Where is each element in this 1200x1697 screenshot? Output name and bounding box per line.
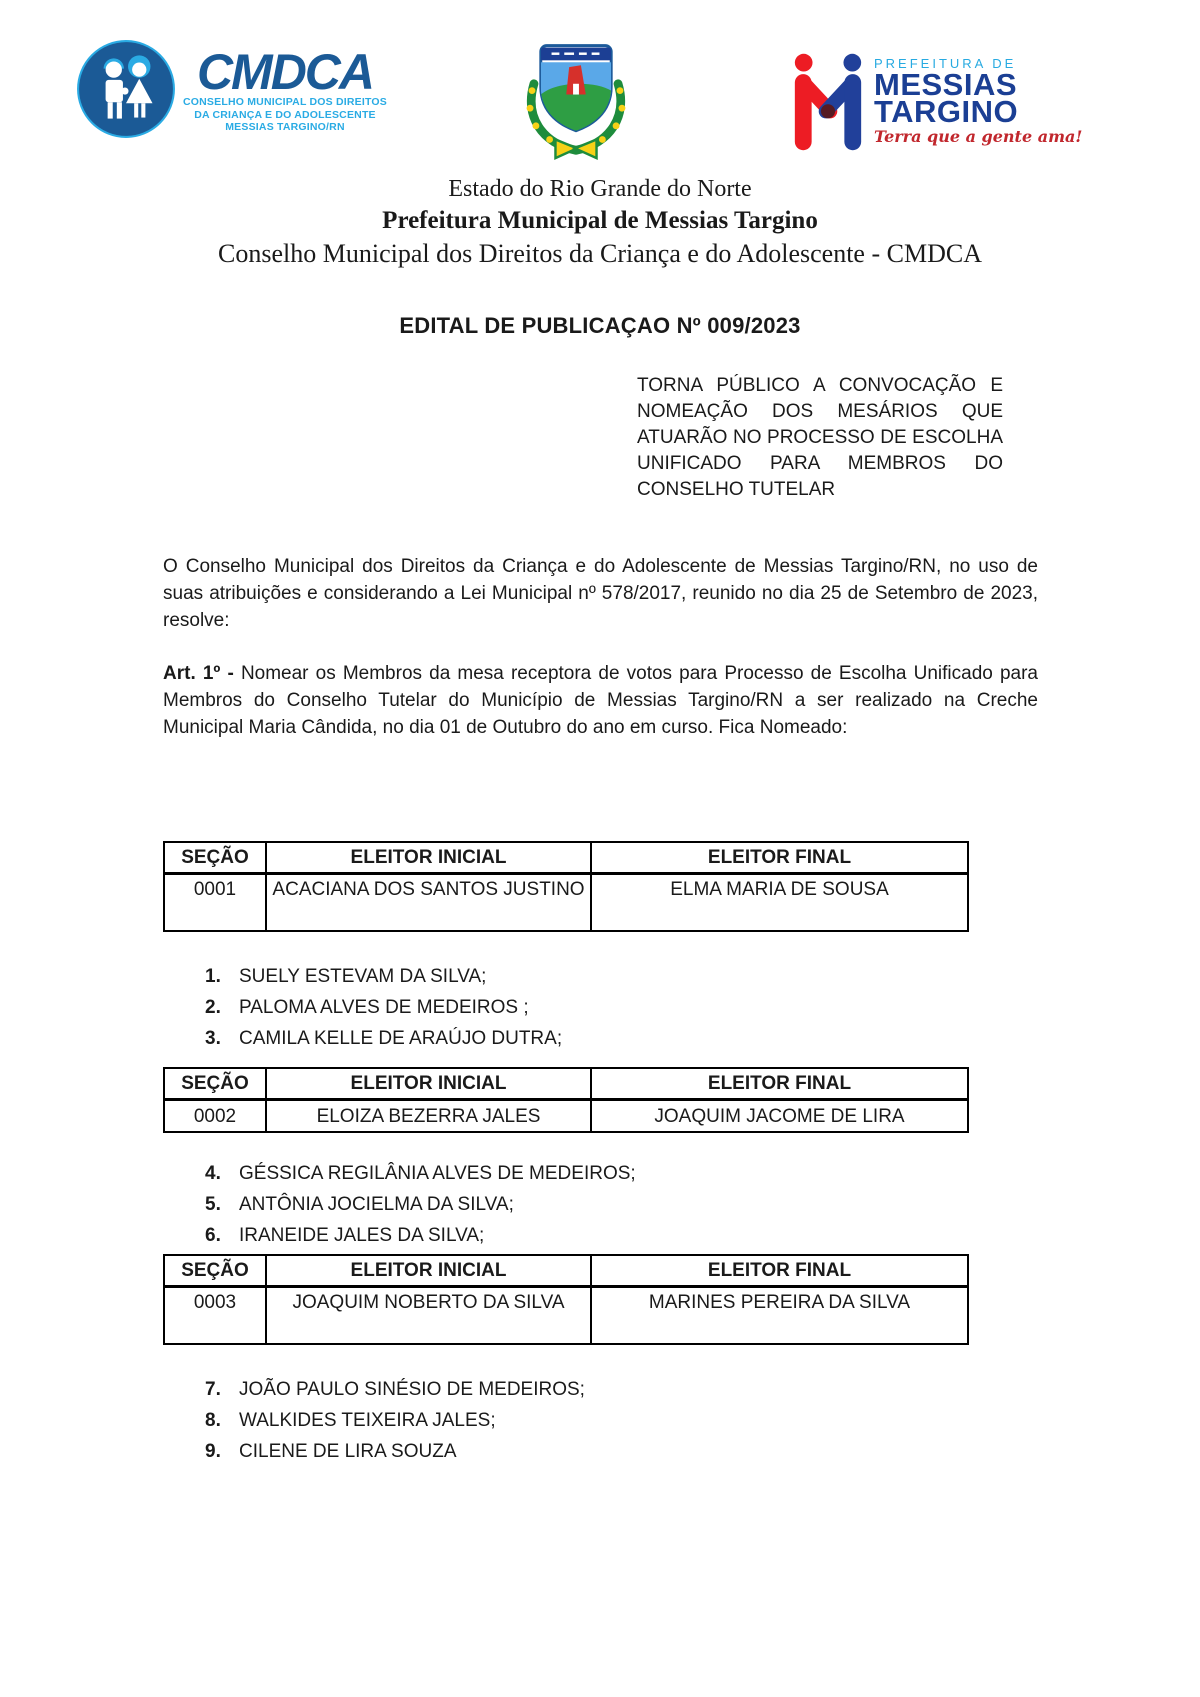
table-header-row bbox=[164, 842, 968, 874]
header-eleitor-final: ELEITOR FINAL bbox=[591, 842, 968, 874]
list-item bbox=[205, 964, 1200, 989]
cell-secao: 0002 bbox=[164, 1100, 266, 1133]
list-item bbox=[205, 1026, 1200, 1051]
handshake-m-icon bbox=[786, 46, 870, 158]
list-item-number: 8. bbox=[205, 1410, 221, 1431]
list-item-name: GÉSSICA REGILÂNIA ALVES DE MEDEIROS; bbox=[239, 1163, 636, 1184]
cmdca-sub-line1: CONSELHO MUNICIPAL DOS DIREITOS bbox=[183, 96, 387, 108]
state-line: Estado do Rio Grande do Norte bbox=[448, 176, 752, 202]
article-1-label: Art. 1º - bbox=[163, 663, 234, 684]
header-secao: SEÇÃO bbox=[164, 842, 266, 874]
cell-eleitor-final: JOAQUIM JACOME DE LIRA bbox=[591, 1100, 968, 1133]
list-item-number: 2. bbox=[205, 997, 221, 1018]
list-item-number: 3. bbox=[205, 1028, 221, 1049]
logo-row bbox=[0, 30, 1200, 170]
mesarios-list-2 bbox=[205, 1161, 1200, 1248]
list-item-name: CILENE DE LIRA SOUZA bbox=[239, 1441, 457, 1462]
table-header-row bbox=[164, 1255, 968, 1287]
cell-secao: 0003 bbox=[164, 1287, 266, 1345]
cell-secao: 0001 bbox=[164, 874, 266, 932]
mesarios-list-3 bbox=[205, 1377, 1200, 1464]
article-1-text: Nomear os Membros da mesa receptora de votos para Processo de Escolha Unificado para Membros do Conselho Tutelar do Município de Messias Targino/RN a ser realizado na Creche Municipal Maria Cândida, no dia 01 de Outubro do ano em curso. Fica Nomeado: bbox=[163, 663, 1038, 738]
list-item-number: 7. bbox=[205, 1379, 221, 1400]
section-table-0002 bbox=[163, 1067, 969, 1133]
cmdca-sub-line3: MESSIAS TARGINO/RN bbox=[225, 121, 345, 133]
list-item-number: 9. bbox=[205, 1441, 221, 1462]
section-table-0001 bbox=[163, 841, 969, 932]
cell-eleitor-inicial: ACACIANA DOS SANTOS JUSTINO bbox=[266, 874, 591, 932]
municipality-line: Prefeitura Municipal de Messias Targino bbox=[382, 207, 818, 234]
prefeitura-logo-text bbox=[874, 56, 1082, 147]
header-eleitor-inicial: ELEITOR INICIAL bbox=[266, 1255, 591, 1287]
prefeitura-logo bbox=[786, 46, 1082, 158]
prefeitura-name-line2: TARGINO bbox=[874, 94, 1019, 129]
header-eleitor-inicial: ELEITOR INICIAL bbox=[266, 842, 591, 874]
cell-eleitor-inicial: JOAQUIM NOBERTO DA SILVA bbox=[266, 1287, 591, 1345]
header-eleitor-final: ELEITOR FINAL bbox=[591, 1255, 968, 1287]
list-item-name: SUELY ESTEVAM DA SILVA; bbox=[239, 966, 487, 987]
header-secao: SEÇÃO bbox=[164, 1255, 266, 1287]
table-row bbox=[164, 1100, 968, 1133]
prefeitura-name-line1: MESSIAS bbox=[874, 67, 1018, 102]
article-1-paragraph bbox=[163, 660, 1038, 741]
table-row bbox=[164, 874, 968, 932]
list-item bbox=[205, 995, 1200, 1020]
list-item-name: ANTÔNIA JOCIELMA DA SILVA; bbox=[239, 1194, 514, 1215]
header-secao: SEÇÃO bbox=[164, 1068, 266, 1100]
cell-eleitor-final: ELMA MARIA DE SOUSA bbox=[591, 874, 968, 932]
table-row bbox=[164, 1287, 968, 1345]
cmdca-acronym: CMDCA bbox=[196, 44, 374, 100]
prefeitura-top-label: PREFEITURA DE bbox=[874, 56, 1017, 71]
edital-title: EDITAL DE PUBLICAÇAO Nº 009/2023 bbox=[399, 313, 801, 338]
table-header-row bbox=[164, 1068, 968, 1100]
list-item bbox=[205, 1377, 1200, 1402]
list-item bbox=[205, 1439, 1200, 1464]
list-item-number: 4. bbox=[205, 1163, 221, 1184]
header-eleitor-inicial: ELEITOR INICIAL bbox=[266, 1068, 591, 1100]
list-item bbox=[205, 1408, 1200, 1433]
list-item-name: JOÃO PAULO SINÉSIO DE MEDEIROS; bbox=[239, 1379, 585, 1400]
prefeitura-tagline: Terra que a gente ama! bbox=[874, 127, 1083, 146]
section-table-0003 bbox=[163, 1254, 969, 1345]
header-eleitor-final: ELEITOR FINAL bbox=[591, 1068, 968, 1100]
cell-eleitor-final: MARINES PEREIRA DA SILVA bbox=[591, 1287, 968, 1345]
list-item-name: IRANEIDE JALES DA SILVA; bbox=[239, 1225, 485, 1246]
list-item-name: WALKIDES TEIXEIRA JALES; bbox=[239, 1410, 496, 1431]
list-item-number: 1. bbox=[205, 966, 221, 987]
list-item-name: CAMILA KELLE DE ARAÚJO DUTRA; bbox=[239, 1028, 563, 1049]
list-item-number: 5. bbox=[205, 1194, 221, 1215]
cmdca-logo-text bbox=[183, 44, 387, 134]
cell-eleitor-inicial: ELOIZA BEZERRA JALES bbox=[266, 1100, 591, 1133]
preamble-block: TORNA PÚBLICO A CONVOCAÇÃO E NOMEAÇÃO DOS MESÁRIOS QUE ATUARÃO NO PROCESSO DE ESCOLHA UNIFICADO PARA MEMBROS DO CONSELHO TUTELAR bbox=[637, 375, 1003, 500]
list-item-name: PALOMA ALVES DE MEDEIROS ; bbox=[239, 997, 529, 1018]
list-item-number: 6. bbox=[205, 1225, 221, 1246]
council-line: Conselho Municipal dos Direitos da Criança e do Adolescente - CMDCA bbox=[218, 239, 982, 268]
children-icon bbox=[75, 38, 177, 140]
cmdca-sub-line2: DA CRIANÇA E DO ADOLESCENTE bbox=[194, 108, 376, 121]
mesarios-list-1 bbox=[205, 964, 1200, 1051]
list-item bbox=[205, 1223, 1200, 1248]
coat-of-arms-icon bbox=[512, 30, 640, 162]
opening-paragraph: O Conselho Municipal dos Direitos da Criança e do Adolescente de Messias Targino/RN, no uso de suas atribuições e considerando a Lei Municipal nº 578/2017, reunido no dia 25 de Setembro de 2023, resolve: bbox=[163, 556, 1038, 631]
list-item bbox=[205, 1161, 1200, 1186]
cmdca-logo bbox=[75, 38, 387, 140]
list-item bbox=[205, 1192, 1200, 1217]
